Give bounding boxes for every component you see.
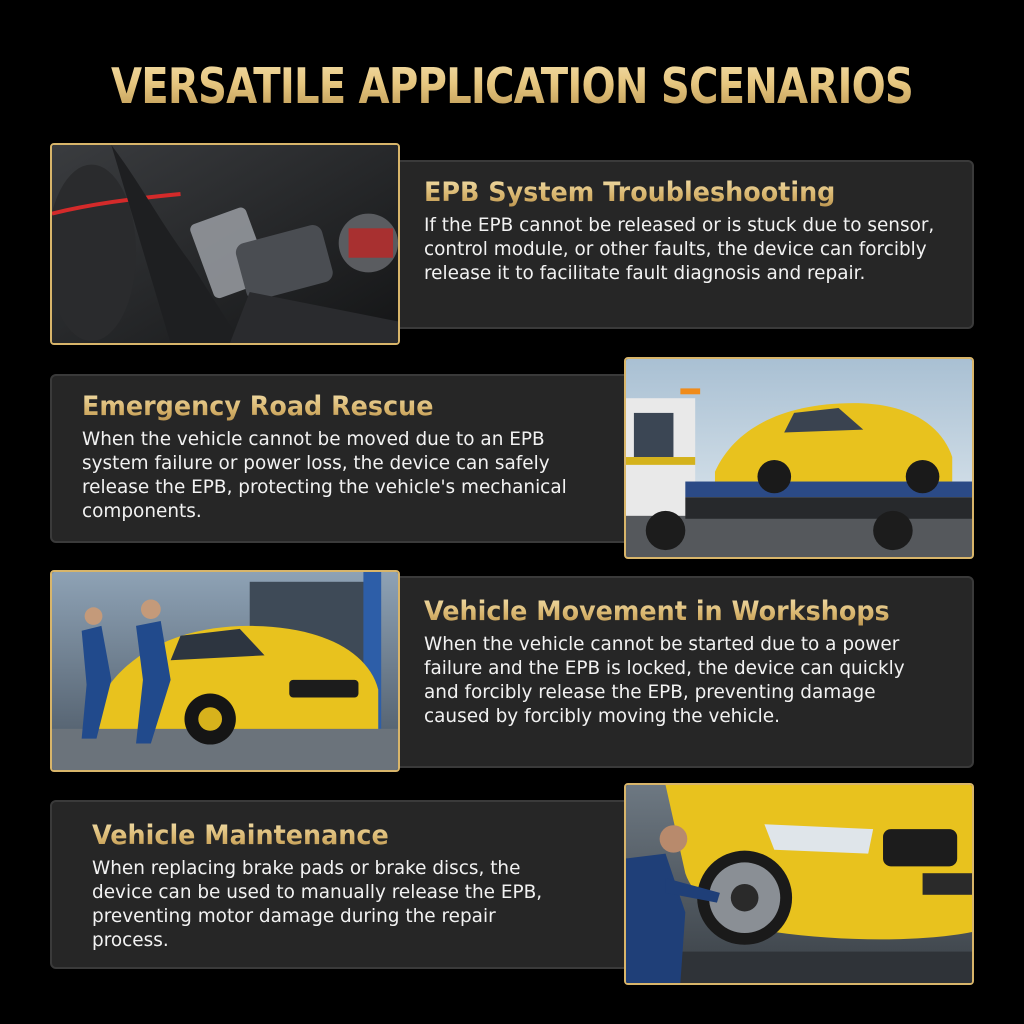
- scenario-heading: Emergency Road Rescue: [82, 391, 600, 423]
- scenario-text-road-rescue: [82, 391, 622, 523]
- scenario-heading: Vehicle Movement in Workshops: [424, 596, 950, 628]
- scenario-description: If the EPB cannot be released or is stuck due to sensor, control module, or other faults, the device can forcibly release it to facilitate fault diagnosis and repair.: [424, 214, 935, 284]
- scenario-text-epb-troubleshooting: [424, 177, 964, 285]
- workshop-push-photo: [50, 570, 400, 772]
- scenario-description: When the vehicle cannot be started due to a power failure and the EPB is locked, the device can quickly and forcibly release the EPB, preventing damage caused by forcibly moving the vehicle.: [424, 633, 905, 727]
- tow-truck-photo: [624, 357, 974, 559]
- brake-repair-photo: [624, 783, 974, 985]
- scenario-text-vehicle-maintenance: [92, 820, 622, 952]
- scenario-text-workshop-movement: [424, 596, 972, 728]
- scenario-heading: EPB System Troubleshooting: [424, 177, 942, 209]
- scenario-description: When the vehicle cannot be moved due to an EPB system failure or power loss, the device can safely release the EPB, protecting the vehicle's mechanical components.: [82, 428, 567, 522]
- connector-photo: [50, 143, 400, 345]
- page-title: VERSATILE APPLICATION SCENARIOS: [92, 52, 932, 122]
- scenario-description: When replacing brake pads or brake discs, the device can be used to manually release the EPB, preventing motor damage during the repair process.: [92, 857, 543, 951]
- scenario-heading: Vehicle Maintenance: [92, 820, 601, 852]
